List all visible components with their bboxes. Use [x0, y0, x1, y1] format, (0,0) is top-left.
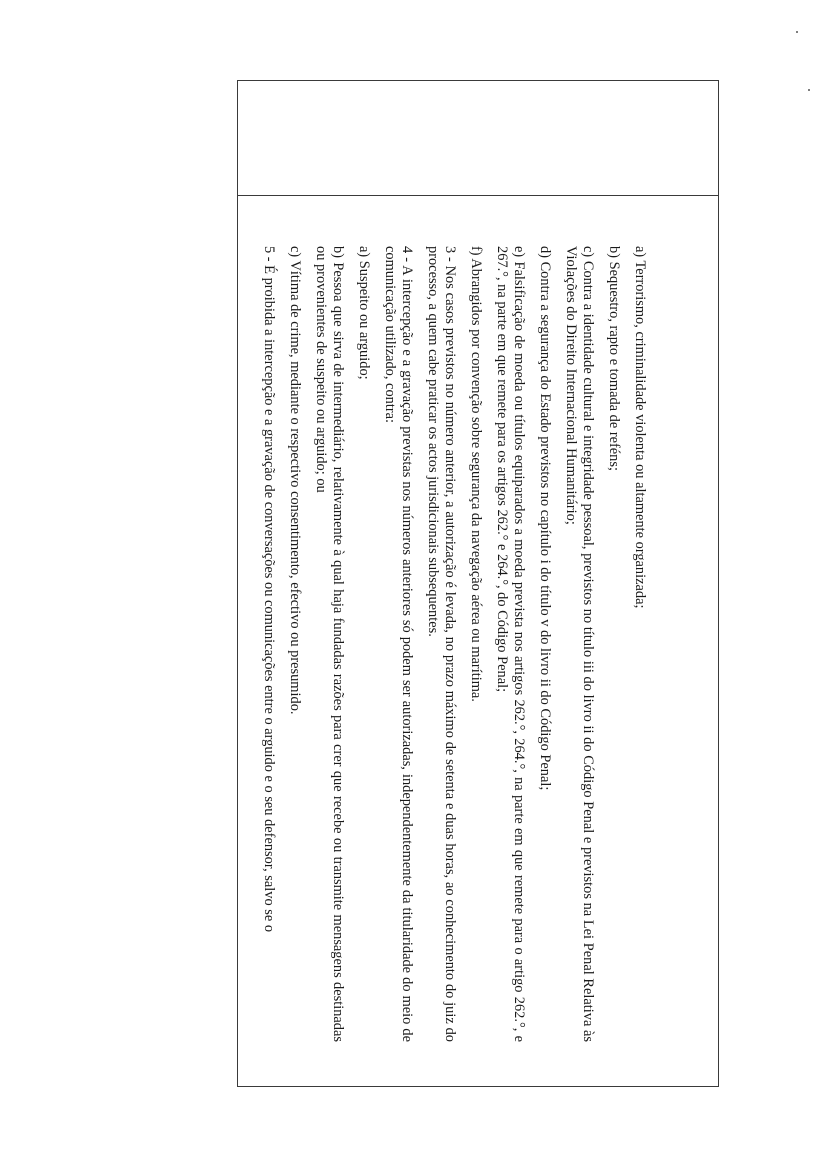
clause-d-seguranca-estado: d) Contra a segurança do Estado previstos no capítulo i do título v do livro ii do Código Penal;: [537, 246, 553, 791]
clause-c-identidade-cultural: c) Contra a identidade cultural e integridade pessoal, previstos no título iii do livro ii do Código Penal e previstos na Lei Penal Relativa às Violações do Direito Internacional Humanitário;: [563, 246, 596, 1042]
clause-a-suspeito: a) Suspeito ou arguido;: [356, 246, 372, 380]
clause-a-terrorismo: a) Terrorismo, criminalidade violenta ou altamente organizada;: [632, 246, 648, 609]
paragraph-5: 5 - É proibida a intercepção e a gravação de conversações ou comunicações entre o arguido e o seu defensor, salvo se o: [261, 246, 277, 933]
clause-f-navegacao: f) Abrangidos por convenção sobre segurança da navegação aérea ou marítima.: [468, 246, 484, 702]
scan-speck: [808, 89, 810, 91]
rotated-text-block: [238, 196, 658, 1060]
document-body: [247, 196, 658, 1060]
paragraph-4: 4 - A intercepção e a gravação previstas nos números anteriores só podem ser autorizadas, independentemente da titularidade do meio de comunicação utilizado, contra:: [382, 246, 415, 1042]
clause-b-sequestro: b) Sequestro, rapto e tomada de reféns;: [606, 246, 622, 471]
scan-speck: [796, 31, 798, 33]
clause-e-falsificacao-moeda: e) Falsificação de moeda ou títulos equiparados a moeda prevista nos artigos 262.°, 264.°, na parte em que remete para o artigo 262.°, e 267.°, na parte em que remete para os artigos 262.° e 264.°, do Código Penal;: [494, 246, 527, 1042]
clause-b-intermediario: b) Pessoa que sirva de intermediário, relativamente à qual haja fundadas razões para crer que recebe ou transmite mensagens destinadas ou provenientes de suspeito ou arguido; ou: [313, 246, 346, 1042]
paragraph-3: 3 - Nos casos previstos no número anterior, a autorização é levada, no prazo máximo de setenta e duas horas, ao conhecimento do juiz do processo, a quem cabe praticar os actos jurisdicionais subsequentes.: [425, 246, 458, 1042]
clause-c-vitima: c) Vítima de crime, mediante o respectivo consentimento, efectivo ou presumido.: [287, 246, 303, 715]
